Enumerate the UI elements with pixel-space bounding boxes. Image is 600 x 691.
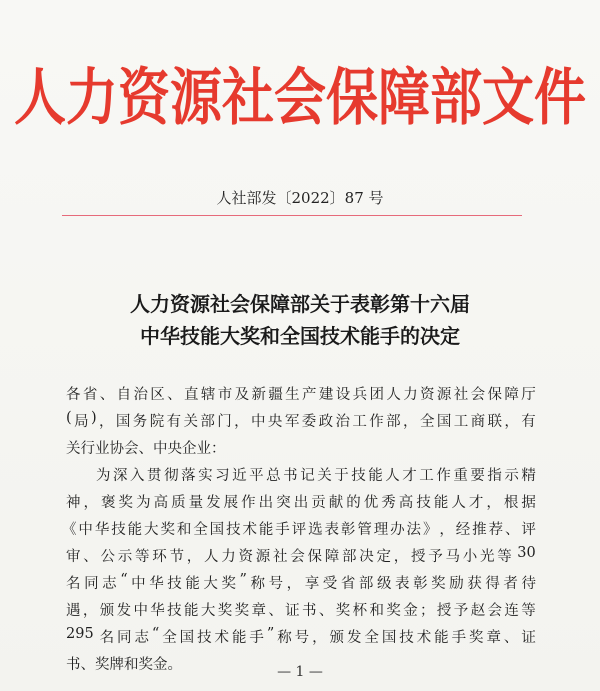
body-line: 为 深 入 贯 彻 落 实 习 近 平 总 书 记 关 于 技 能 人 才 工 作 重 要 指 示 精 (96, 468, 536, 484)
body-line: 审 、 公 示 等 环 节 ， 人 力 资 源 社 会 保 障 部 决 定 ， 授 予 马 小 光 等 30 (66, 545, 536, 565)
body-line: 遇 ， 颁 发 中 华 技 能 大 奖 奖 章 、 证 书 、 奖 杯 和 奖 金 ； 授 予 赵 会 连 等 (66, 603, 536, 619)
body-line: 《 中 华 技 能 大 奖 和 全 国 技 术 能 手 评 选 表 彰 管 理 办 法 》 ， 经 推 荐 、 评 (62, 522, 536, 538)
body-line: 295 名 同 志 “ 全 国 技 术 能 手 ” 称 号 ， 颁 发 全 国 技 术 能 手 奖 章 、 证 (66, 626, 536, 646)
body-line: 书、奖牌和奖金。 (66, 657, 182, 673)
body-line: 各 省 、 自 治 区 、 直 辖 市 及 新 疆 生 产 建 设 兵 团 人 力 资 源 社 会 保 障 厅 (66, 387, 536, 403)
page-number: — 1 — (277, 664, 323, 680)
document-title-line-1: 人力资源社会保障部关于表彰第十六届 (130, 292, 470, 316)
document-title-line-2: 中华技能大奖和全国技术能手的决定 (140, 324, 460, 348)
body-line: 名 同 志 “ 中 华 技 能 大 奖 ” 称 号 ， 享 受 省 部 级 表 彰 奖 励 获 得 者 待 (66, 572, 536, 592)
body-line: 神 ， 褒 奖 为 高 质 量 发 展 作 出 突 出 贡 献 的 优 秀 高 技 能 人 才 ， 根 据 (66, 495, 536, 511)
red-divider-line (62, 215, 522, 216)
body-line: 关行业协会、中央企业： (66, 441, 226, 457)
body-line: ( 局 ) ， 国 务 院 有 关 部 门 ， 中 央 军 委 政 治 工 作 部 ， 全 国 工 商 联 ， 有 (66, 410, 536, 430)
document-number: 人社部发〔2022〕87 号 (216, 189, 384, 207)
issuer-masthead: 人力资源社会保障部文件 (13, 62, 586, 135)
